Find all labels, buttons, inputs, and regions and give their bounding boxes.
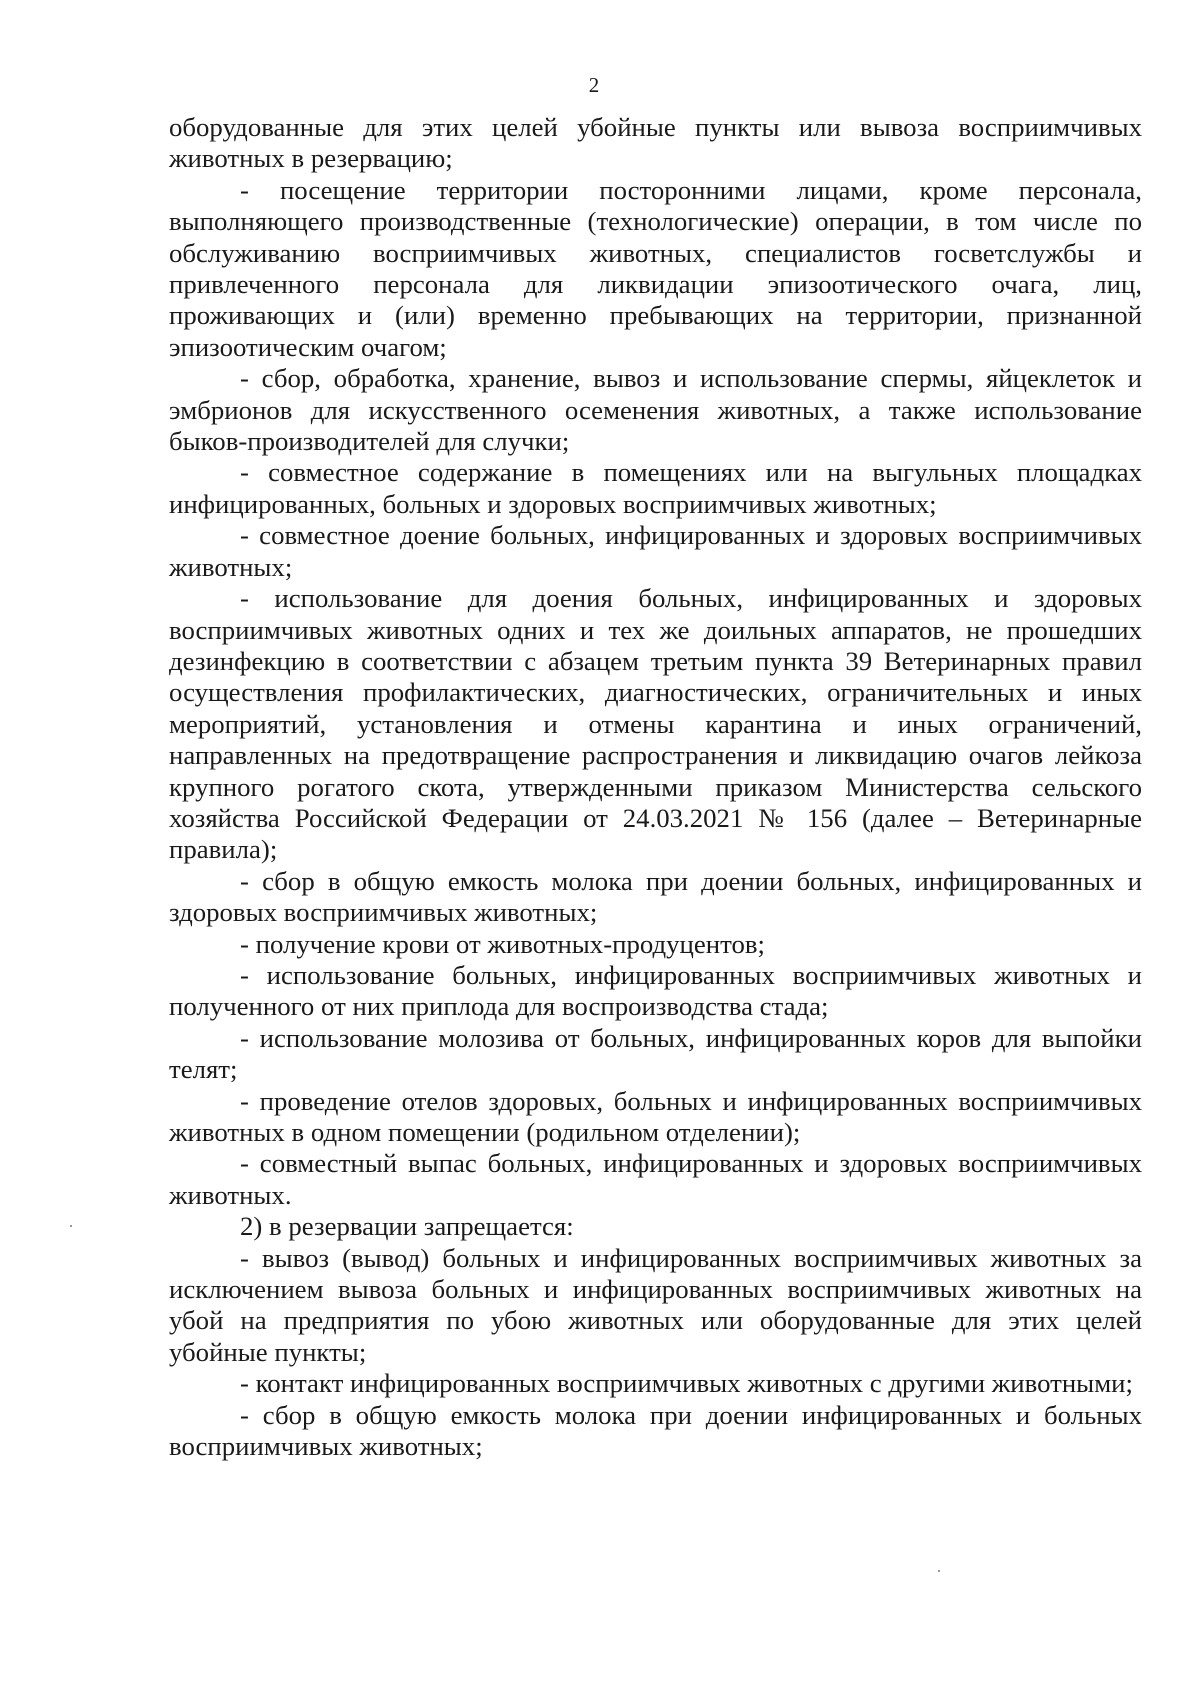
page-number: 2	[588, 73, 600, 97]
list-item-joint-keeping: - совместное содержание в помещениях или на выгульных площадках инфицированных, больных и здоровых восприимчивых животных;	[169, 457, 1142, 519]
list-item-contact: - контакт инфицированных восприимчивых животных с другими животными;	[240, 1368, 1133, 1399]
list-item-calving: - проведение отелов здоровых, больных и инфицированных восприимчивых животных в одном помещении (родильном отделении);	[169, 1085, 1142, 1147]
paragraph-continuation: оборудованные для этих целей убойные пункты или вывоза восприимчивых животных в резервацию;	[169, 112, 1142, 174]
list-item-milk-collection: - сбор в общую емкость молока при доении больных, инфицированных и здоровых восприимчивых животных;	[169, 865, 1142, 928]
list-item-reproduction: - использование больных, инфицированных восприимчивых животных и полученного от них приплода для воспроизводства стада;	[169, 959, 1142, 1022]
list-item-joint-milking: - совместное доение больных, инфицированных и здоровых восприимчивых животных;	[169, 520, 1142, 582]
section-heading-reservation: 2) в резервации запрещается:	[240, 1211, 574, 1242]
list-item-sperm-collection: - сбор, обработка, хранение, вывоз и использование спермы, яйцеклеток и эмбрионов для искусственного осеменения животных, а также использование быков-производителей для случки;	[169, 363, 1142, 457]
list-item-visitors: - посещение территории посторонними лицами, кроме персонала, выполняющего производственные (технологические) операции, в том числе по обслуживанию восприимчивых животных, специалистов госветслужбы и привлеченного персонала для ликвидации эпизоотического очага, лиц, проживающих и (или) временно пребывающих на территории, признанной эпизоотическим очагом;	[169, 174, 1142, 362]
list-item-removal: - вывоз (вывод) больных и инфицированных восприимчивых животных за исключением вывоза больных и инфицированных восприимчивых животных на убой на предприятия по убою животных или оборудованные для этих целей убойные пункты;	[169, 1242, 1142, 1367]
document-body	[169, 112, 1142, 1462]
list-item-milk-collection-reservation: - сбор в общую емкость молока при доении инфицированных и больных восприимчивых животных;	[169, 1399, 1142, 1462]
list-item-colostrum: - использование молозива от больных, инфицированных коров для выпойки телят;	[169, 1022, 1142, 1085]
scan-speck	[70, 1225, 72, 1227]
list-item-grazing: - совместный выпас больных, инфицированных и здоровых восприимчивых животных.	[169, 1148, 1142, 1210]
scan-speck	[938, 1570, 940, 1572]
list-item-blood: - получение крови от животных-продуцентов;	[240, 928, 765, 959]
list-item-milking-equipment: - использование для доения больных, инфицированных и здоровых восприимчивых животных одних и тех же доильных аппаратов, не прошедших дезинфекцию в соответствии с абзацем третьим пункта 39 Ветеринарных правил осуществления профилактических, диагностических, ограничительных и иных мероприятий, установления и отмены карантина и иных ограничений, направленных на предотвращение распространения и ликвидацию очагов лейкоза крупного рогатого скота, утвержденными приказом Министерства сельского хозяйства Российской Федерации от 24.03.2021 № 156 (далее – Ветеринарные правила);	[169, 583, 1142, 865]
